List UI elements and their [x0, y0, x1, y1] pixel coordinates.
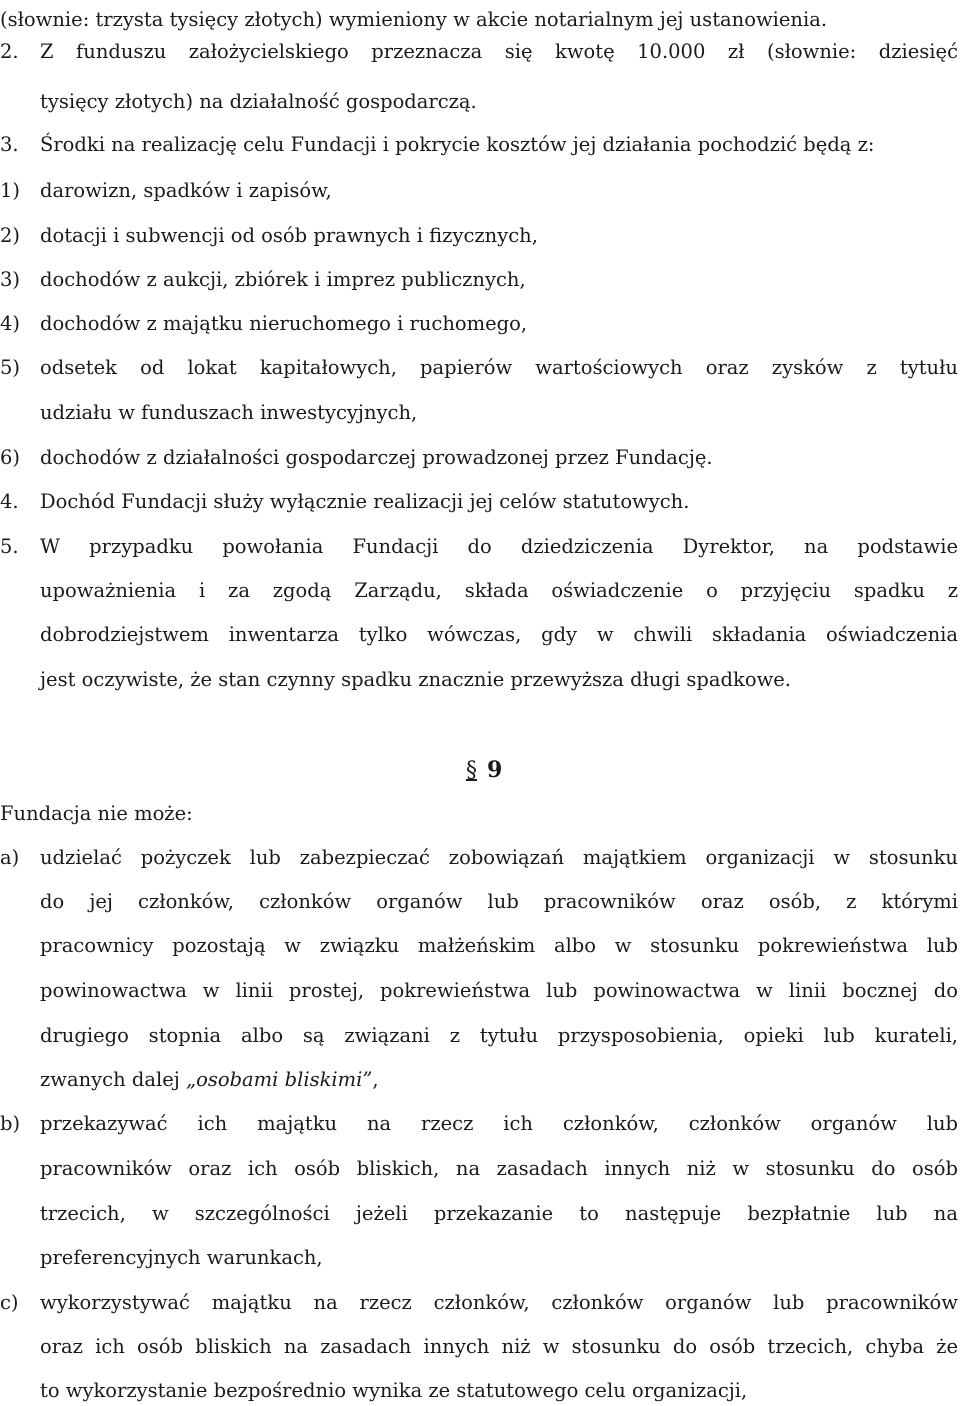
- text-fragment: ,: [372, 1068, 379, 1091]
- list-number: 2): [0, 224, 21, 247]
- text-line: dobrodziejstwem inwentarza tylko wówczas, gdy w chwili składania oświadczenia: [40, 623, 958, 646]
- defined-term: „osobami bliskimi”: [185, 1068, 373, 1091]
- section-symbol: §: [466, 758, 477, 783]
- text-line: pracowników oraz ich osób bliskich, na zasadach innych niż w stosunku do osób: [40, 1157, 958, 1180]
- paragraph-number: 2.: [0, 40, 19, 63]
- item-text: udzielać pożyczek lub zabezpieczać zobowiązań majątkiem organizacji w stosunku: [40, 846, 958, 869]
- text-line: powinowactwa w linii prostej, pokrewieństwa lub powinowactwa w linii bocznej do: [40, 979, 958, 1002]
- paragraph-number: 4.: [0, 490, 19, 513]
- item-label: a): [0, 846, 20, 869]
- text-line: preferencyjnych warunkach,: [40, 1246, 323, 1269]
- section-heading: [466, 756, 502, 785]
- text-line: do jej członków, członków organów lub pracowników oraz osób, z którymi: [40, 890, 958, 913]
- list-text: darowizn, spadków i zapisów,: [40, 179, 332, 202]
- list-text: dotacji i subwencji od osób prawnych i fizycznych,: [40, 224, 538, 247]
- text-line: tysięcy złotych) na działalność gospodarczą.: [40, 90, 477, 113]
- paragraph-text: Środki na realizację celu Fundacji i pokrycie kosztów jej działania pochodzić będą z:: [40, 133, 875, 156]
- paragraph-number: 3.: [0, 133, 19, 156]
- text-line: trzecich, w szczególności jeżeli przekazanie to następuje bezpłatnie lub na: [40, 1202, 958, 1225]
- paragraph-text: Dochód Fundacji służy wyłącznie realizacji jej celów statutowych.: [40, 490, 690, 513]
- item-text: przekazywać ich majątku na rzecz ich członków, członków organów lub: [40, 1112, 958, 1135]
- list-text: dochodów z aukcji, zbiórek i imprez publicznych,: [40, 268, 526, 291]
- item-label: c): [0, 1291, 19, 1314]
- paragraph-number: 5.: [0, 535, 19, 558]
- text-line: upoważnienia i za zgodą Zarządu, składa oświadczenie o przyjęciu spadku z: [40, 579, 958, 602]
- list-number: 4): [0, 312, 21, 335]
- text-fragment: zwanych dalej: [40, 1068, 186, 1091]
- paragraph-text: W przypadku powołania Fundacji do dziedziczenia Dyrektor, na podstawie: [40, 535, 958, 558]
- text-line: udziału w funduszach inwestycyjnych,: [40, 401, 418, 424]
- list-number: 3): [0, 268, 21, 291]
- section-number: 9: [487, 757, 503, 783]
- text-line: jest oczywiste, że stan czynny spadku znacznie przewyższa długi spadkowe.: [40, 668, 791, 691]
- section-intro: Fundacja nie może:: [0, 802, 193, 825]
- text-line: (słownie: trzysta tysięcy złotych) wymieniony w akcie notarialnym jej ustanowienia.: [0, 8, 828, 31]
- list-text: dochodów z majątku nieruchomego i ruchomego,: [40, 312, 528, 335]
- item-text: wykorzystywać majątku na rzecz członków, członków organów lub pracowników: [40, 1291, 958, 1314]
- list-number: 1): [0, 179, 21, 202]
- list-number: 5): [0, 356, 21, 379]
- list-text: odsetek od lokat kapitałowych, papierów wartościowych oraz zysków z tytułu: [40, 356, 958, 379]
- text-line: oraz ich osób bliskich na zasadach innych niż w stosunku do osób trzecich, chyba że: [40, 1335, 958, 1358]
- list-number: 6): [0, 446, 21, 469]
- list-text: dochodów z działalności gospodarczej prowadzonej przez Fundację.: [40, 446, 713, 469]
- text-line: pracownicy pozostają w związku małżeńskim albo w stosunku pokrewieństwa lub: [40, 934, 958, 957]
- paragraph-text: Z funduszu założycielskiego przeznacza się kwotę 10.000 zł (słownie: dziesięć: [40, 40, 958, 63]
- text-line: drugiego stopnia albo są związani z tytułu przysposobienia, opieki lub kurateli,: [40, 1024, 958, 1047]
- item-label: b): [0, 1112, 21, 1135]
- text-line: to wykorzystanie bezpośrednio wynika ze statutowego celu organizacji,: [40, 1379, 748, 1402]
- text-line: [40, 1068, 958, 1092]
